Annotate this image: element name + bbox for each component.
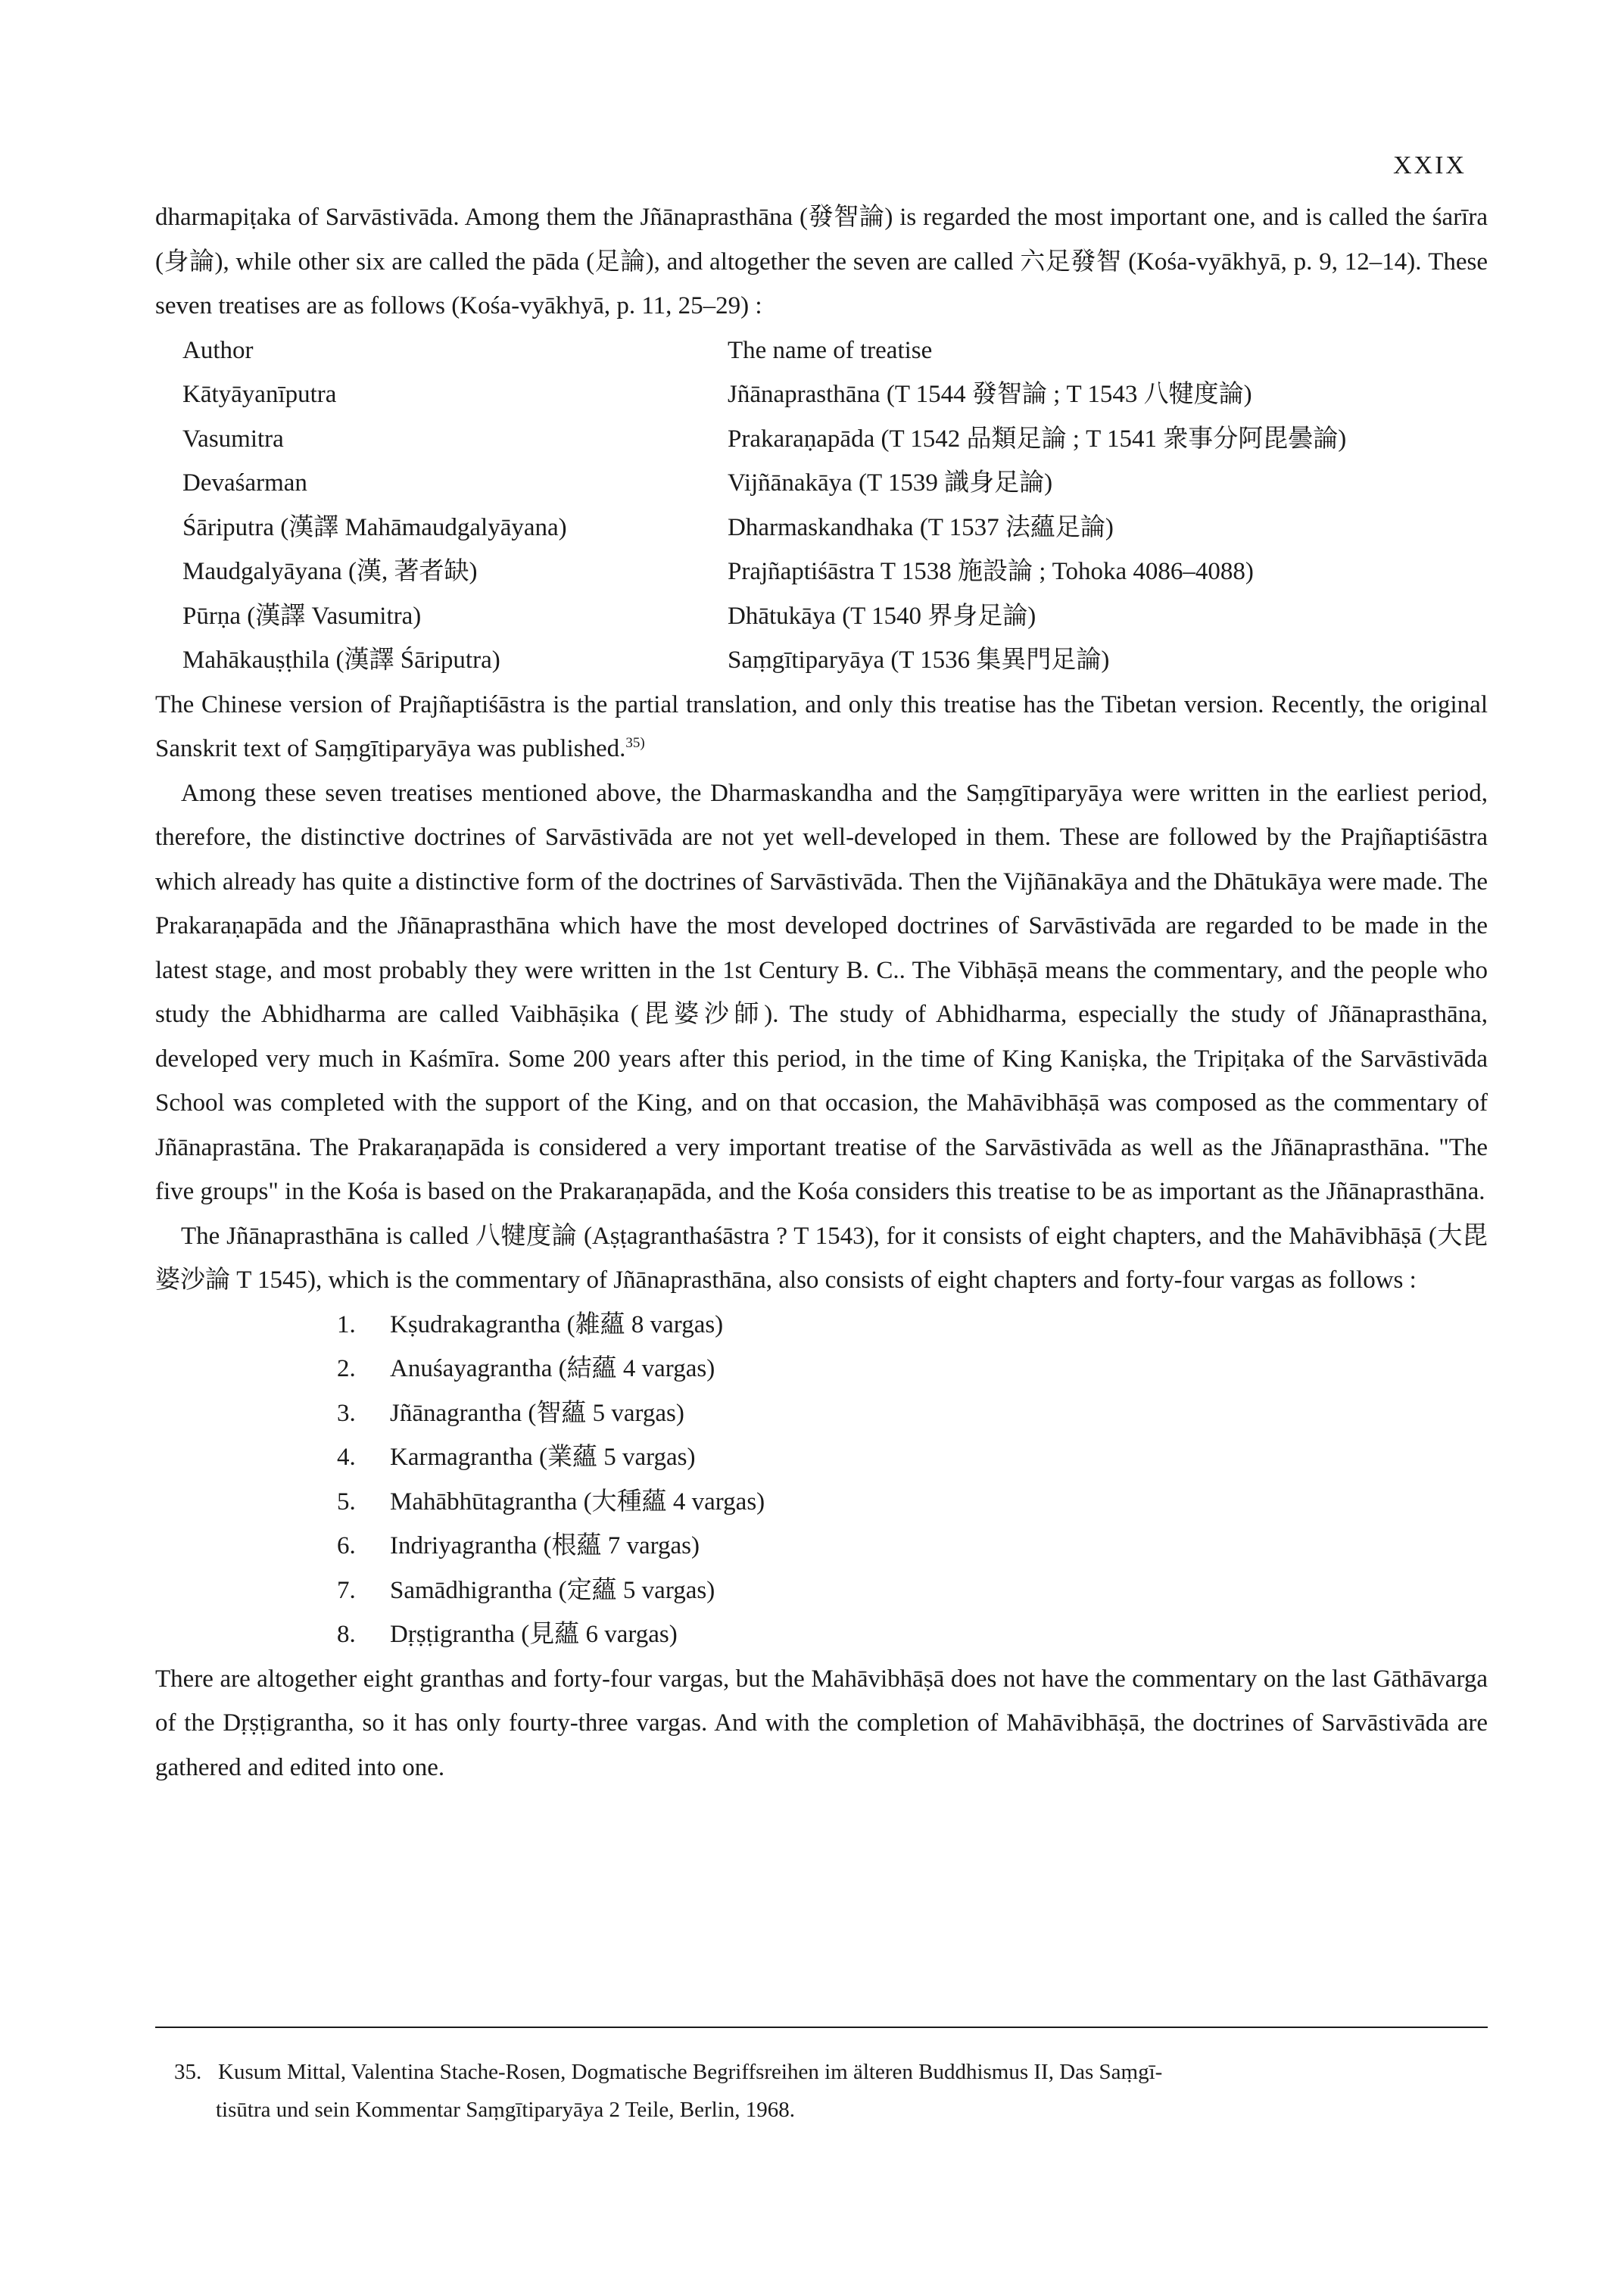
author-cell: Pūrṇa (漢譯 Vasumitra) [182, 602, 422, 630]
list-text: Kṣudrakagrantha (雑蘊 8 vargas) [390, 1310, 724, 1338]
author-cell: Devaśarman [182, 469, 307, 497]
treatise-cell: Dhātukāya (T 1540 界身足論) [728, 602, 1036, 630]
list-text: Indriyagrantha (根蘊 7 vargas) [390, 1532, 700, 1559]
author-cell: Mahākauṣṭhila (漢譯 Śāriputra) [182, 646, 500, 674]
list-number: 3. [337, 1399, 356, 1427]
paragraph-chronology: Among these seven treatises mentioned above, the Dharmaskandha and the Saṃgītiparyāya were written in the earliest period, therefore, the distinctive doctrines of Sarvāstivāda are not yet well-developed in them. These are followed by the Prajñaptiśāstra which already has quite a distinctive form of the doctrines of Sarvāstivāda. Then the Vijñānakāya and the Dhātukāya were made. The Prakaraṇapāda and the Jñānaprasthāna which have the most developed doctrines of Sarvāstivāda are regarded to be made in the latest stage, and most probably they were written in the 1st Century B. C.. The Vibhāṣā means the commentary, and the people who study the Abhidharma are called Vaibhāṣika (毘婆沙師). The study of Abhidharma, especially the study of Jñānaprasthāna, developed very much in Kaśmīra. Some 200 years after this period, in the time of King Kaniṣka, the Tripiṭaka of the Sarvāstivāda School was completed with the support of the King, and on that occasion, the Mahāvibhāṣā was composed as the commentary of Jñānaprastāna. The Prakaraṇapāda is considered a very important treatise of the Sarvāstivāda as well as the Jñānaprasthāna. "The five groups" in the Kośa is based on the Prakaraṇapāda, and the Kośa considers this treatise to be as important as the Jñānaprasthāna. [155, 779, 1488, 1205]
footnote [174, 2053, 1488, 2129]
footnote-line-2: tisūtra und sein Kommentar Saṃgītiparyāya 2 Teile, Berlin, 1968. [216, 2098, 795, 2122]
list-text: Jñānagrantha (智蘊 5 vargas) [390, 1399, 684, 1427]
intro-paragraph: dharmapiṭaka of Sarvāstivāda. Among them the Jñānaprasthāna (發智論) is regarded the most important one, and is called the śarīra (身論), while other six are called the pāda (足論), and altogether the seven are called 六足發智 (Kośa-vyākhyā, p. 9, 12–14). These seven treatises are as follows (Kośa-vyākhyā, p. 11, 25–29) : [155, 204, 1488, 319]
treatise-cell: Jñānaprasthāna (T 1544 發智論 ; T 1543 八犍度論) [728, 381, 1252, 408]
body-text [155, 195, 1488, 1790]
footnote-reference: 35) [625, 735, 645, 751]
treatise-table [182, 329, 1492, 683]
column-header-treatise: The name of treatise [728, 336, 933, 364]
table-row [182, 372, 1492, 417]
author-cell: Vasumitra [182, 425, 284, 453]
table-row [182, 461, 1492, 506]
footnote-line-1 [174, 2053, 1488, 2091]
table-header-row [182, 329, 1492, 373]
table-row [182, 594, 1492, 639]
list-text: Karmagrantha (業蘊 5 vargas) [390, 1444, 696, 1471]
list-number: 2. [337, 1355, 356, 1382]
table-row [182, 506, 1492, 550]
list-item [337, 1612, 1488, 1657]
table-row [182, 417, 1492, 462]
list-number: 1. [337, 1310, 356, 1338]
list-number: 7. [337, 1576, 356, 1604]
list-item [337, 1391, 1488, 1436]
list-number: 6. [337, 1532, 356, 1559]
author-cell: Maudgalyāyana (漢, 著者缺) [182, 558, 478, 585]
list-item [337, 1347, 1488, 1391]
list-number: 5. [337, 1488, 356, 1516]
treatise-cell: Prakaraṇapāda (T 1542 品類足論 ; T 1541 衆事分阿毘曇論) [728, 425, 1347, 453]
list-number: 8. [337, 1621, 356, 1648]
list-text: Mahābhūtagrantha (大種蘊 4 vargas) [390, 1488, 765, 1516]
list-text: Anuśayagrantha (結蘊 4 vargas) [390, 1355, 715, 1382]
list-text: Samādhigrantha (定蘊 5 vargas) [390, 1576, 715, 1604]
paragraph-final: There are altogether eight granthas and forty-four vargas, but the Mahāvibhāṣā does not have the commentary on the last Gāthāvarga of the Dṛṣṭigrantha, so it has only fourty-three vargas. And with the completion of Mahāvibhāṣā, the doctrines of Sarvāstivāda are gathered and edited into one. [155, 1665, 1488, 1781]
footnote-number: 35. [174, 2060, 202, 2084]
column-header-author: Author [182, 336, 254, 364]
list-item [337, 1435, 1488, 1480]
list-item [337, 1569, 1488, 1613]
list-item [337, 1524, 1488, 1569]
page-number: XXIX [1393, 151, 1467, 179]
footnote-text-1: Kusum Mittal, Valentina Stache-Rosen, Dogmatische Begriffsreihen im älteren Buddhismus II, Das Saṃgī- [218, 2060, 1163, 2084]
author-cell: Kātyāyanīputra [182, 381, 337, 408]
list-item [337, 1303, 1488, 1347]
treatise-cell: Prajñaptiśāstra T 1538 施設論 ; Tohoka 4086–4088) [728, 558, 1254, 585]
grantha-list [155, 1303, 1488, 1657]
table-row [182, 638, 1492, 683]
treatise-cell: Vijñānakāya (T 1539 識身足論) [728, 469, 1053, 497]
treatise-cell: Saṃgītiparyāya (T 1536 集異門足論) [728, 646, 1110, 674]
footnote-divider [155, 2027, 1488, 2028]
paragraph-chinese-version [155, 683, 1488, 771]
paragraph-chinese-version-text: The Chinese version of Prajñaptiśāstra is the partial translation, and only this treatise has the Tibetan version. Recently, the original Sanskrit text of Saṃgītiparyāya was published. [155, 690, 1488, 762]
table-row [182, 550, 1492, 594]
treatise-cell: Dharmaskandhaka (T 1537 法蘊足論) [728, 513, 1114, 541]
list-number: 4. [337, 1444, 356, 1471]
list-item [337, 1480, 1488, 1525]
author-cell: Śāriputra (漢譯 Mahāmaudgalyāyana) [182, 513, 567, 541]
list-text: Dṛṣṭigrantha (見蘊 6 vargas) [390, 1621, 678, 1648]
paragraph-granthas: The Jñānaprasthāna is called 八犍度論 (Aṣṭagranthaśāstra ? T 1543), for it consists of eight chapters, and the Mahāvibhāṣā (大毘婆沙論 T 1545), which is the commentary of Jñānaprasthāna, also consists of eight chapters and forty-four vargas as follows : [155, 1222, 1488, 1294]
